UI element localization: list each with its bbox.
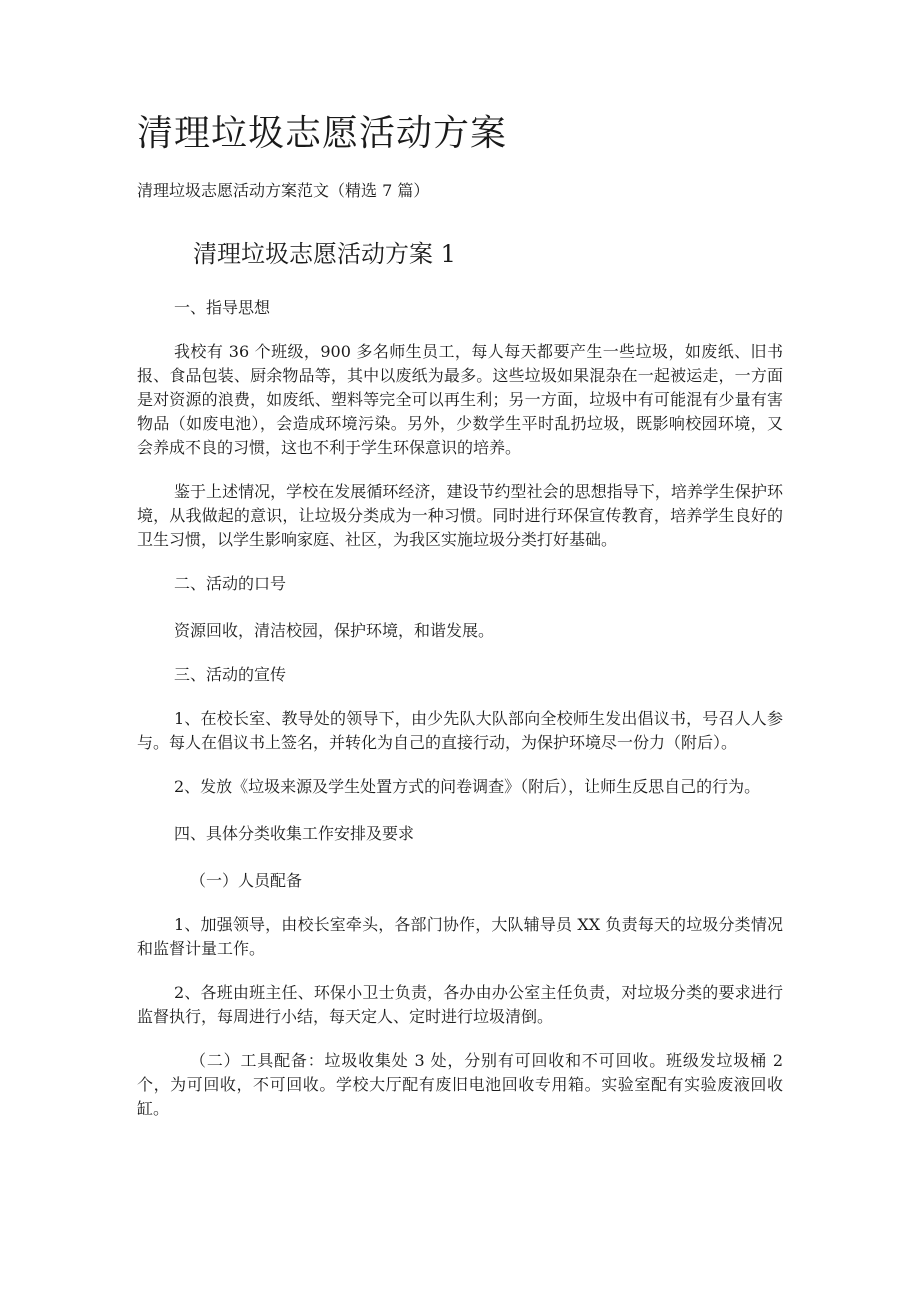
document-body: [137, 296, 783, 1121]
heading-slogan: 二、活动的口号: [174, 574, 287, 593]
heading-arrangements: 四、具体分类收集工作安排及要求: [174, 824, 415, 843]
heading-staffing: （一）人员配备: [190, 871, 303, 890]
paragraph-promotion-1: 1、在校长室、教导处的领导下，由少先队大队部向全校师生发出倡议书，号召人人参与。每人在倡议书上签名，并转化为自己的直接行动，为保护环境尽一份力（附后）。: [137, 709, 783, 752]
paragraph-slogan: 资源回收，清洁校园，保护环境，和谐发展。: [174, 621, 495, 640]
section-title: 清理垃圾志愿活动方案 1: [193, 240, 456, 268]
paragraph-promotion-2: 2、发放《垃圾来源及学生处置方式的问卷调查》（附后），让师生反思自己的行为。: [174, 777, 761, 796]
paragraph-background: 我校有 36 个班级，900 多名师生员工，每人每天都要产生一些垃圾，如废纸、旧书报、食品包装、厨余物品等，其中以废纸为最多。这些垃圾如果混杂在一起被运走，一方面是对资源的浪费，如废纸、塑料等完全可以再生利；另一方面，垃圾中有可能混有少量有害物品（如废电池），会造成环境污染。另外，少数学生平时乱扔垃圾，既影响校园环境，又会养成不良的习惯，这也不利于学生环保意识的培养。: [137, 342, 783, 457]
heading-guiding-idea: 一、指导思想: [174, 298, 271, 317]
paragraph-staffing-1: 1、加强领导，由校长室牵头，各部门协作，大队辅导员 XX 负责每天的垃圾分类情况和监督计量工作。: [137, 915, 783, 958]
paragraph-tools: （二）工具配备：垃圾收集处 3 处，分别有可回收和不可回收。班级发垃圾桶 2 个，为可回收，不可回收。学校大厅配有废旧电池回收专用箱。实验室配有实验废液回收缸。: [137, 1051, 783, 1118]
document-title: 清理垃圾志愿活动方案: [137, 113, 508, 154]
heading-promotion: 三、活动的宣传: [174, 665, 287, 684]
paragraph-purpose: 鉴于上述情况，学校在发展循环经济，建设节约型社会的思想指导下，培养学生保护环境，从我做起的意识，让垃圾分类成为一种习惯。同时进行环保宣传教育，培养学生良好的卫生习惯，以学生影响家庭、社区，为我区实施垃圾分类打好基础。: [137, 482, 783, 549]
paragraph-staffing-2: 2、各班由班主任、环保小卫士负责，各办由办公室主任负责，对垃圾分类的要求进行监督执行，每周进行小结，每天定人、定时进行垃圾清倒。: [137, 983, 783, 1026]
document-subtitle: 清理垃圾志愿活动方案范文（精选 7 篇）: [137, 181, 430, 200]
